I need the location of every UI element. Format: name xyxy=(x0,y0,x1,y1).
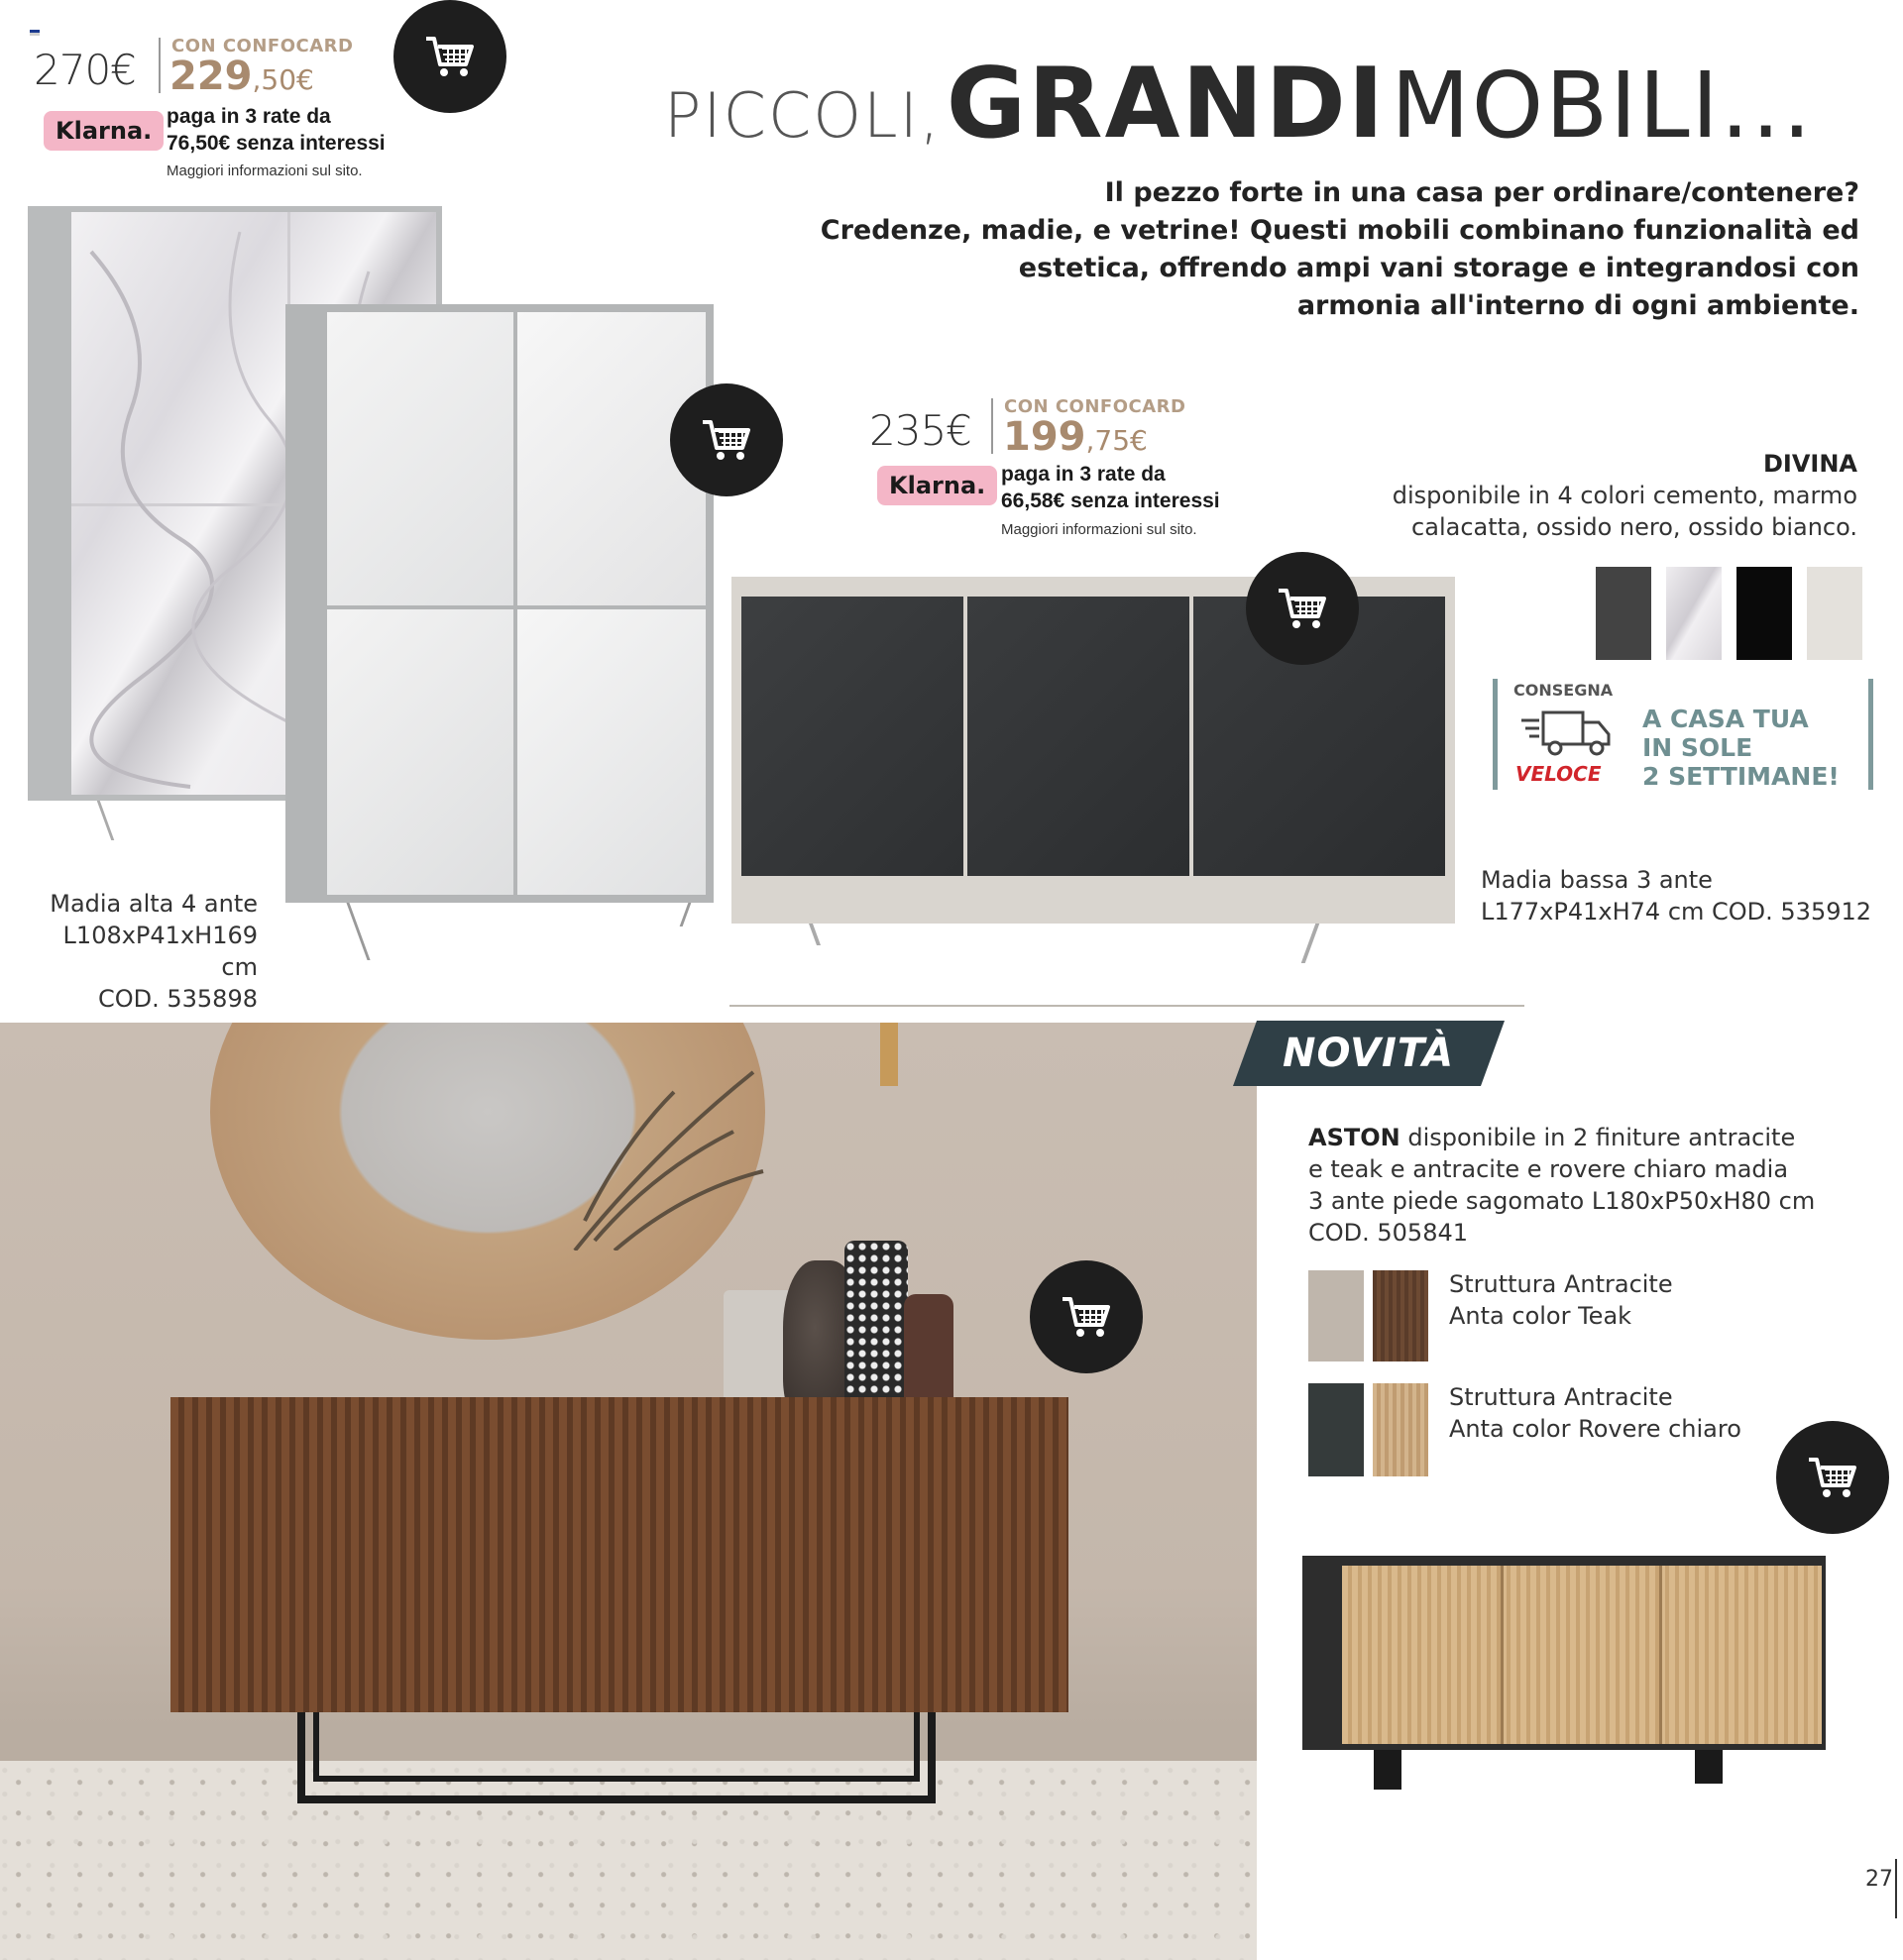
cart-icon xyxy=(420,27,480,86)
truck-icon xyxy=(1519,705,1615,758)
headline-regular: MOBILI... xyxy=(1391,53,1814,159)
rate-line: paga in 3 rate da xyxy=(167,105,331,128)
confocard-label: CON CONFOCARD xyxy=(171,36,354,56)
divina-swatch xyxy=(1596,567,1651,660)
intro-text xyxy=(821,174,1859,325)
cart-icon xyxy=(1057,1287,1116,1347)
headline-bold: GRANDI xyxy=(946,48,1387,161)
finish-line: Anta color Rovere chiaro xyxy=(1449,1415,1741,1443)
aston-name: ASTON xyxy=(1308,1124,1400,1151)
caption-tall xyxy=(32,888,258,1015)
delivery-label-top: CONSEGNA xyxy=(1513,681,1614,700)
intro-line: Il pezzo forte in una casa per ordinare/contenere? xyxy=(1104,177,1859,208)
cart-icon xyxy=(697,410,756,470)
price-integer: 229 xyxy=(169,54,253,99)
price-decimals: ,50€ xyxy=(252,63,314,96)
cart-button[interactable] xyxy=(1246,552,1359,665)
cart-icon xyxy=(1803,1448,1862,1507)
price-decimals: ,75€ xyxy=(1085,424,1148,457)
delivery-box xyxy=(1493,679,1873,790)
cart-button[interactable] xyxy=(1030,1260,1143,1373)
caption-line: Madia alta 4 ante xyxy=(50,890,258,918)
caption-low xyxy=(1481,864,1871,927)
caption-line: L108xP41xH169 cm xyxy=(62,922,258,981)
delivery-claim xyxy=(1642,705,1840,791)
sideboard-leg xyxy=(1272,924,1320,963)
cart-button[interactable] xyxy=(1776,1421,1889,1534)
claim-line: IN SOLE xyxy=(1642,733,1753,762)
caption-line: Madia bassa 3 ante xyxy=(1481,866,1713,894)
more-info: Maggiori informazioni sul sito. xyxy=(167,163,363,179)
page-rule xyxy=(1895,1859,1897,1918)
novita-badge xyxy=(1233,1021,1505,1086)
klarna-rate-text xyxy=(1001,461,1220,514)
desc-line: COD. 505841 xyxy=(1308,1219,1469,1247)
aston-leg xyxy=(1374,1750,1401,1790)
aston-desc xyxy=(1308,1122,1815,1249)
price-divider xyxy=(159,38,161,93)
section-divider xyxy=(729,1005,1524,1007)
rate-line: 76,50€ senza interessi xyxy=(167,132,386,155)
cabinet-white xyxy=(285,304,714,903)
delivery-label-bottom: VELOCE xyxy=(1515,762,1602,786)
caption-line: COD. 535898 xyxy=(97,985,258,1013)
confocard-price xyxy=(1003,414,1148,460)
intro-line: armonia all'interno di ogni ambiente. xyxy=(1296,290,1859,321)
klarna-rate-text xyxy=(167,103,386,157)
headline-light: PICCOLI, xyxy=(664,79,942,152)
old-price: 270€ xyxy=(34,46,136,94)
novita-label: NOVITÀ xyxy=(1283,1031,1455,1076)
intro-line: estetica, offrendo ampi vani storage e integrandosi con xyxy=(1018,253,1859,283)
cabinet-leg xyxy=(346,903,399,960)
klarna-badge: Klarna. xyxy=(44,111,164,151)
rate-line: 66,58€ senza interessi xyxy=(1001,490,1220,512)
more-info: Maggiori informazioni sul sito. xyxy=(1001,521,1197,538)
desc-line: calacatta, ossido nero, ossido bianco. xyxy=(1411,513,1857,541)
divina-swatch xyxy=(1666,567,1722,660)
confocard-label: CON CONFOCARD xyxy=(1004,396,1186,417)
desc-line: e teak e antracite e rovere chiaro madia xyxy=(1308,1155,1789,1183)
confocard-price xyxy=(169,54,314,99)
swatch-antracite-light xyxy=(1308,1270,1364,1361)
divina-swatch xyxy=(1807,567,1862,660)
room-photo xyxy=(0,1023,1257,1960)
cart-icon xyxy=(1273,579,1332,638)
price-integer: 199 xyxy=(1003,414,1086,460)
price-divider xyxy=(991,398,993,454)
aston-leg xyxy=(1695,1750,1723,1784)
desc-line: disponibile in 4 colori cemento, marmo xyxy=(1392,482,1857,509)
desc-line: disponibile in 2 finiture antracite xyxy=(1399,1124,1796,1151)
sideboard-aston xyxy=(1302,1556,1826,1750)
rate-line: paga in 3 rate da xyxy=(1001,463,1166,486)
intro-line: Credenze, madie, e vetrine! Questi mobili combinano funzionalità ed xyxy=(820,215,1859,246)
finish-2-label xyxy=(1449,1381,1741,1445)
finish-line: Struttura Antracite xyxy=(1449,1270,1673,1298)
cart-button[interactable] xyxy=(670,383,783,496)
caption-line: L177xP41xH74 cm COD. 535912 xyxy=(1481,898,1872,926)
finish-line: Struttura Antracite xyxy=(1449,1383,1673,1411)
flag-mark xyxy=(30,30,40,36)
klarna-badge: Klarna. xyxy=(877,466,997,505)
page-number: 27 xyxy=(1865,1867,1893,1892)
divina-swatch xyxy=(1736,567,1792,660)
swatch-rovere xyxy=(1373,1383,1428,1476)
old-price: 235€ xyxy=(869,406,971,455)
swatch-teak xyxy=(1373,1270,1428,1361)
divina-name: DIVINA xyxy=(1762,450,1857,478)
finish-line: Anta color Teak xyxy=(1449,1302,1632,1330)
headline xyxy=(664,48,1814,161)
cabinet-leg xyxy=(650,903,692,926)
swatch-antracite-dark xyxy=(1308,1383,1364,1476)
claim-line: 2 SETTIMANE! xyxy=(1642,762,1840,791)
sideboard-leg xyxy=(809,924,850,945)
cart-button[interactable] xyxy=(393,0,506,113)
claim-line: A CASA TUA xyxy=(1642,705,1809,733)
finish-1-label xyxy=(1449,1268,1673,1332)
divina-desc xyxy=(1393,480,1857,543)
desc-line: 3 ante piede sagomato L180xP50xH80 cm xyxy=(1308,1187,1816,1215)
cabinet-leg xyxy=(97,801,149,840)
